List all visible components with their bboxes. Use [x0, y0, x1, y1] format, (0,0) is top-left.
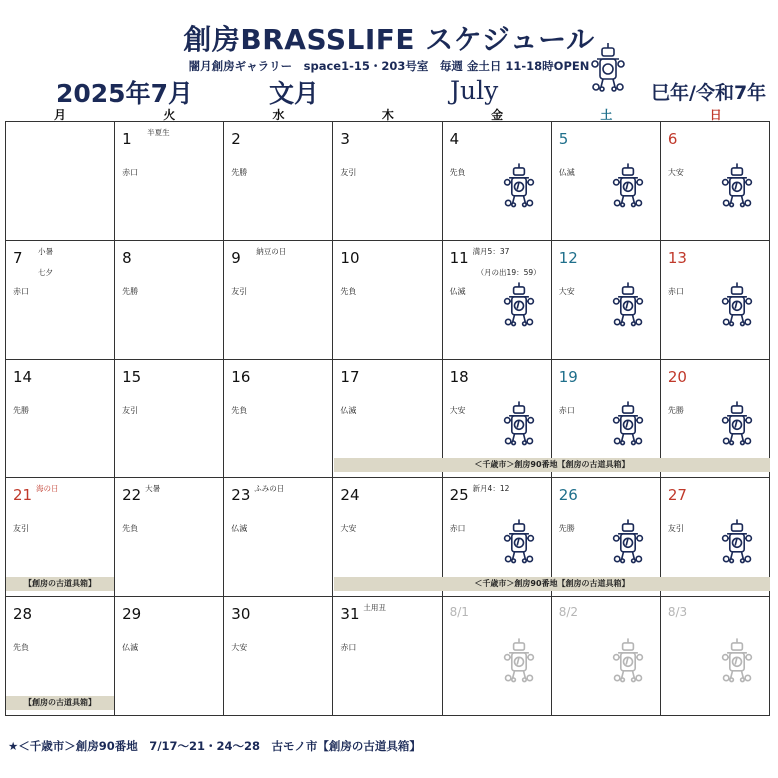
day-number: 15 — [122, 367, 142, 386]
era-label: 巳年/令和7年 — [651, 82, 767, 104]
event-banner-kodogu-21: 【創房の古道具箱】 — [6, 577, 114, 591]
year-month: 2025年7月 — [56, 79, 193, 108]
day-note: 半夏生 — [147, 128, 170, 137]
day-cell[interactable] — [552, 597, 661, 716]
weekday-label: 水 — [272, 108, 285, 122]
day-number: 16 — [231, 367, 251, 386]
brass-robot-logo-icon — [501, 400, 537, 446]
day-cell[interactable] — [552, 241, 661, 360]
rokuyo-label: 友引 — [122, 405, 139, 415]
rokuyo-label: 仏滅 — [122, 643, 139, 653]
day-number: 8 — [122, 248, 132, 267]
day-cell[interactable] — [333, 241, 442, 360]
day-cell[interactable] — [443, 597, 552, 716]
brass-robot-logo-icon — [719, 281, 755, 327]
rokuyo-label: 仏滅 — [340, 405, 357, 415]
weekday-label: 土 — [600, 108, 613, 122]
weekday-label: 月 — [53, 108, 66, 122]
weekday-label: 日 — [709, 108, 722, 122]
weekday-label: 火 — [163, 108, 176, 122]
day-cell[interactable] — [224, 122, 333, 241]
day-number: 20 — [667, 367, 687, 386]
day-note: 納豆の日 — [256, 246, 287, 256]
rokuyo-label: 先勝 — [667, 405, 684, 415]
day-number: 14 — [13, 367, 33, 386]
day-note: 土用丑 — [363, 603, 386, 613]
brass-robot-logo-icon — [610, 162, 646, 208]
day-number: 9 — [231, 248, 241, 267]
rokuyo-label: 大安 — [231, 643, 248, 653]
rokuyo-label: 大安 — [558, 286, 575, 296]
weekday-label: 金 — [491, 108, 504, 122]
rokuyo-label: 赤口 — [667, 286, 684, 296]
day-number: 26 — [558, 486, 578, 505]
day-number: 8/2 — [558, 605, 579, 620]
event-banner-kodogu-28: 【創房の古道具箱】 — [6, 696, 114, 710]
day-note: ふみの日 — [254, 484, 285, 494]
day-number: 13 — [667, 248, 687, 267]
footer-event-note: ★＜千歳市＞創房90番地 7/17〜21・24〜28 古モノ市【創房の古道具箱】 — [8, 739, 421, 753]
brass-robot-logo-icon — [610, 518, 646, 564]
calendar-grid — [5, 121, 770, 716]
day-note: 新月4：12 — [472, 484, 510, 494]
day-note-secondary: （月の出19：59） — [476, 267, 541, 277]
day-cell[interactable] — [661, 122, 770, 241]
day-number: 25 — [449, 486, 469, 505]
day-number: 10 — [340, 248, 360, 267]
day-cell[interactable] — [224, 478, 333, 597]
day-number: 21 — [13, 486, 33, 505]
day-number: 8/3 — [667, 605, 688, 620]
brass-robot-logo-icon — [719, 518, 755, 564]
brass-robot-logo-icon — [610, 400, 646, 446]
rokuyo-label: 先勝 — [122, 286, 139, 296]
rokuyo-label: 先勝 — [231, 168, 248, 177]
rokuyo-label: 赤口 — [122, 168, 139, 177]
brass-robot-logo-icon — [501, 518, 537, 564]
event-banner-chitose-week3: ＜千歳市＞創房90番地【創房の古道具箱】 — [334, 458, 770, 472]
rokuyo-label: 友引 — [231, 286, 248, 296]
brass-robot-logo-icon — [588, 42, 628, 92]
rokuyo-label: 仏滅 — [231, 524, 248, 534]
day-number: 22 — [122, 486, 142, 505]
day-number: 6 — [667, 130, 678, 148]
event-banner-chitose-week4: ＜千歳市＞創房90番地【創房の古道具箱】 — [334, 577, 770, 591]
rokuyo-label: 大安 — [667, 168, 684, 177]
day-number: 24 — [340, 486, 360, 505]
day-number: 30 — [231, 605, 251, 624]
brass-robot-logo-icon — [501, 162, 537, 208]
month-japanese-name: 文月 — [269, 79, 320, 108]
rokuyo-label: 赤口 — [449, 524, 466, 534]
day-cell[interactable] — [224, 241, 333, 360]
day-number: 2 — [231, 130, 241, 148]
day-cell[interactable] — [6, 122, 115, 241]
weekday-label: 木 — [381, 108, 394, 122]
day-number: 18 — [449, 367, 469, 386]
day-cell[interactable] — [333, 122, 442, 241]
day-cell[interactable] — [115, 478, 224, 597]
day-cell[interactable] — [6, 241, 115, 360]
day-cell[interactable] — [333, 597, 442, 716]
rokuyo-label: 先負 — [449, 168, 466, 177]
day-cell[interactable] — [661, 241, 770, 360]
day-cell[interactable] — [115, 360, 224, 479]
day-number: 4 — [449, 130, 460, 148]
rokuyo-label: 赤口 — [340, 643, 357, 653]
gallery-info: 闇月創房ギャラリー space1-15・203号室 毎週 金土日 11-18時OPEN — [188, 59, 590, 73]
rokuyo-label: 友引 — [340, 168, 357, 177]
rokuyo-label: 先負 — [231, 405, 248, 415]
day-note-secondary: 七夕 — [38, 267, 53, 277]
day-note: 小暑 — [38, 246, 53, 256]
day-number: 8/1 — [449, 605, 469, 620]
brass-robot-logo-icon — [719, 637, 755, 683]
rokuyo-label: 赤口 — [13, 286, 29, 296]
rokuyo-label: 大安 — [340, 524, 357, 534]
brass-robot-logo-icon — [719, 162, 755, 208]
rokuyo-label: 先負 — [122, 524, 139, 534]
day-number: 17 — [340, 367, 360, 386]
day-number: 7 — [13, 248, 23, 267]
day-cell[interactable] — [661, 597, 770, 716]
month-english-name: July — [450, 76, 499, 105]
day-cell[interactable] — [115, 122, 224, 241]
brass-robot-logo-icon — [610, 637, 646, 683]
day-number: 11 — [449, 248, 469, 267]
rokuyo-label: 仏滅 — [558, 168, 575, 177]
rokuyo-label: 先勝 — [13, 405, 29, 415]
rokuyo-label: 赤口 — [558, 405, 575, 415]
day-number: 19 — [558, 367, 578, 386]
brass-robot-logo-icon — [501, 281, 537, 327]
rokuyo-label: 先負 — [340, 286, 357, 296]
day-note: 海の日 — [36, 484, 59, 494]
rokuyo-label: 先負 — [13, 643, 29, 653]
rokuyo-label: 仏滅 — [449, 286, 466, 296]
day-number: 3 — [340, 130, 350, 148]
day-number: 27 — [667, 486, 687, 505]
day-cell[interactable] — [115, 241, 224, 360]
day-cell[interactable] — [6, 360, 115, 479]
rokuyo-label: 大安 — [449, 405, 466, 415]
calendar-title: 創房BRASSLIFE スケジュール — [183, 23, 595, 56]
day-number: 12 — [558, 248, 578, 267]
day-cell[interactable] — [115, 597, 224, 716]
rokuyo-label: 友引 — [13, 524, 29, 534]
day-number: 31 — [340, 605, 360, 624]
day-note: 満月5：37 — [472, 246, 510, 256]
day-number: 23 — [231, 486, 251, 505]
day-cell[interactable] — [224, 597, 333, 716]
day-number: 1 — [122, 130, 132, 148]
day-note: 大暑 — [145, 484, 161, 494]
rokuyo-label: 友引 — [667, 524, 684, 534]
day-number: 5 — [558, 130, 569, 148]
day-number: 29 — [122, 605, 142, 624]
day-cell[interactable] — [443, 241, 552, 360]
day-cell[interactable] — [224, 360, 333, 479]
brass-robot-logo-icon — [501, 637, 537, 683]
brass-robot-logo-icon — [719, 400, 755, 446]
day-cell[interactable] — [552, 122, 661, 241]
day-cell[interactable] — [443, 122, 552, 241]
day-number: 28 — [13, 605, 33, 624]
rokuyo-label: 先勝 — [558, 524, 575, 534]
brass-robot-logo-icon — [610, 281, 646, 327]
